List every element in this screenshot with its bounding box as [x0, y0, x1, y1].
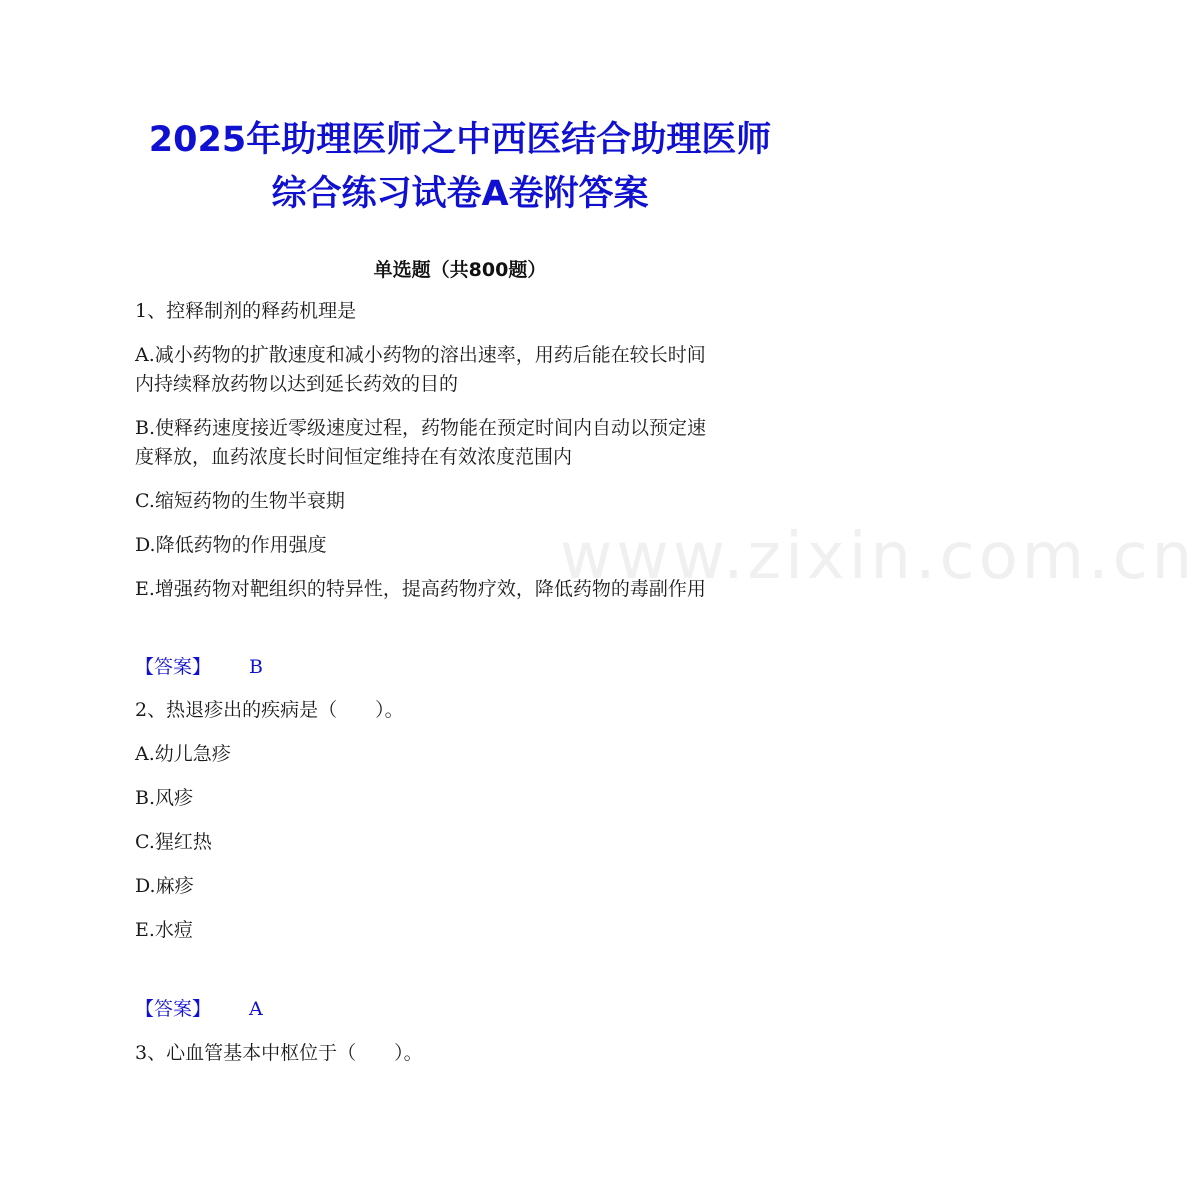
- question-1-option-c: C.缩短药物的生物半衰期: [135, 490, 345, 512]
- question-1-option-a-line-2: 内持续释放药物以达到延长药效的目的: [135, 373, 459, 395]
- question-2-option-e: E.水痘: [135, 919, 193, 941]
- question-2-answer: [135, 997, 263, 1021]
- answer-label: 【答案】: [135, 998, 212, 1020]
- question-2-option-c: C.猩红热: [135, 831, 212, 853]
- question-2-option-b: B.风疹: [135, 787, 194, 809]
- answer-label: 【答案】: [135, 656, 212, 678]
- question-1-stem: 1、控释制剂的释药机理是: [135, 300, 357, 322]
- question-2-stem: 2、热退疹出的疾病是（ ）。: [135, 699, 404, 721]
- question-1-option-b-line-1: B.使释药速度接近零级速度过程，药物能在预定时间内自动以预定速: [135, 417, 707, 439]
- question-1-option-b-line-2: 度释放，血药浓度长时间恒定维持在有效浓度范围内: [135, 446, 573, 468]
- watermark: www.zixin.com.cn: [560, 520, 1196, 594]
- document-title-line-1: 2025年助理医师之中西医结合助理医师: [148, 120, 772, 160]
- question-1-option-e: E.增强药物对靶组织的特异性，提高药物疗效，降低药物的毒副作用: [135, 578, 706, 600]
- answer-value: B: [249, 656, 263, 678]
- question-1-answer: [135, 655, 263, 679]
- document-title-line-2: 综合练习试卷A卷附答案: [271, 174, 649, 214]
- question-1-option-d: D.降低药物的作用强度: [135, 534, 327, 556]
- question-1-option-a-line-1: A.减小药物的扩散速度和减小药物的溶出速率，用药后能在较长时间: [135, 344, 706, 366]
- answer-value: A: [249, 998, 263, 1020]
- question-2-option-a: A.幼儿急疹: [135, 743, 231, 765]
- question-3-stem: 3、心血管基本中枢位于（ ）。: [135, 1042, 423, 1064]
- section-heading: 单选题（共800题）: [373, 259, 547, 281]
- question-2-option-d: D.麻疹: [135, 875, 194, 897]
